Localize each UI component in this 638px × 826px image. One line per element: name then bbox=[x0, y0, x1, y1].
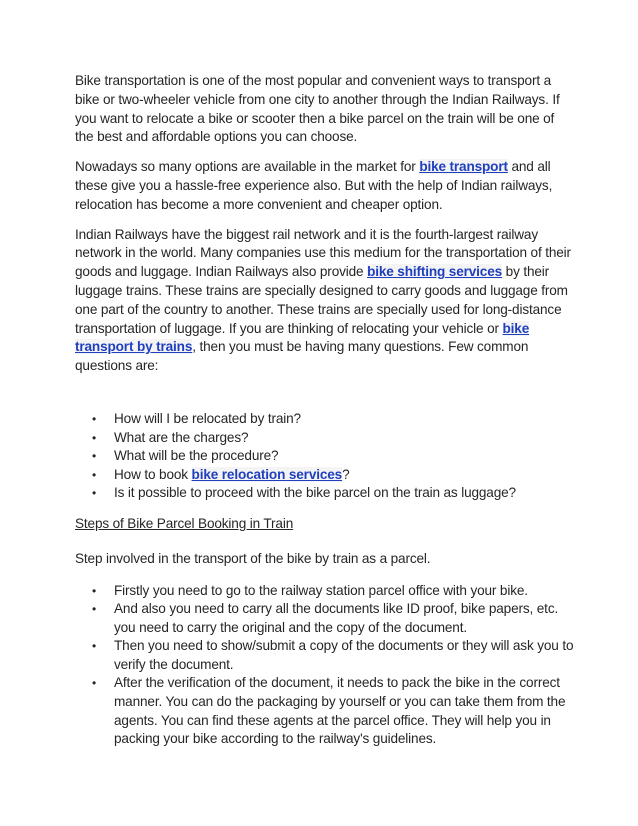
bullet-icon: • bbox=[92, 583, 97, 598]
railways-paragraph bbox=[75, 226, 576, 376]
list-item: • How will I be relocated by train? bbox=[114, 410, 576, 429]
list-item: • Is it possible to proceed with the bike parcel on the train as luggage? bbox=[114, 484, 576, 503]
bullet-icon: • bbox=[92, 430, 97, 445]
intro-paragraph: Bike transportation is one of the most popular and convenient ways to transport a bike or two-wheeler vehicle from one city to another through the Indian Railways. If you want to relocate a bike or scooter then a bike parcel on the train will be one of the best and affordable options you can choose. bbox=[75, 73, 560, 145]
list-item: • How to book bike relocation services? bbox=[114, 466, 576, 485]
railways-text-3: , then you must be having many questions. Few common questions are: bbox=[75, 339, 529, 374]
options-text-before: Nowadays so many options are available in the market for bbox=[75, 159, 420, 175]
bullet-icon: • bbox=[92, 602, 97, 617]
bike-transport-by-trains-link[interactable]: bike transport by trains bbox=[75, 320, 530, 355]
bullet-icon: • bbox=[92, 676, 97, 691]
railways-text-1: Indian Railways have the biggest rail network and it is the fourth-largest railway network in the world. Many companies use this medium for the transportation of their goods and luggage. Indian Railways also provide bbox=[75, 226, 571, 280]
railways-text-2: by their luggage trains. These trains are specially designed to carry goods and luggage from one part of the country to another. These trains are specially used for long-distance transportation of luggage. If you are thinking of relocating your vehicle or bbox=[75, 264, 568, 336]
list-item: • Then you need to show/submit a copy of the documents or they will ask you to verify the document. bbox=[92, 638, 574, 672]
bike-relocation-services-link[interactable]: bike relocation services bbox=[191, 466, 343, 482]
options-text-after: and all these give you a hassle-free experience also. But with the help of Indian railways, relocation has become a more convenient and cheaper option. bbox=[75, 159, 553, 212]
list-item: • What are the charges? bbox=[114, 429, 576, 448]
bullet-icon: • bbox=[92, 467, 97, 482]
list-item: • Firstly you need to go to the railway station parcel office with your bike. bbox=[114, 582, 576, 601]
options-paragraph bbox=[75, 158, 576, 214]
list-item: • After the verification of the document, it needs to pack the bike in the correct manner. You can do the packaging by yourself or you can take them from the agents. You can find these agents at the parcel office. They will help you in packing your bike according to the railway's guidelines. bbox=[92, 675, 566, 747]
bike-transport-link[interactable]: bike transport bbox=[419, 159, 508, 175]
steps-intro: Step involved in the transport of the bike by train as a parcel. bbox=[75, 550, 431, 566]
list-item: • And also you need to carry all the documents like ID proof, bike papers, etc. you need to carry the original and the copy of the document. bbox=[92, 601, 559, 635]
questions-list bbox=[75, 410, 576, 503]
list-item: • What will be the procedure? bbox=[114, 447, 576, 466]
bike-shifting-services-link[interactable]: bike shifting services bbox=[367, 264, 503, 280]
bullet-icon: • bbox=[92, 639, 97, 654]
steps-heading: Steps of Bike Parcel Booking in Train bbox=[75, 515, 294, 531]
bullet-icon: • bbox=[92, 486, 97, 501]
bullet-icon: • bbox=[92, 449, 97, 464]
steps-list bbox=[75, 582, 576, 749]
bullet-icon: • bbox=[92, 411, 97, 426]
